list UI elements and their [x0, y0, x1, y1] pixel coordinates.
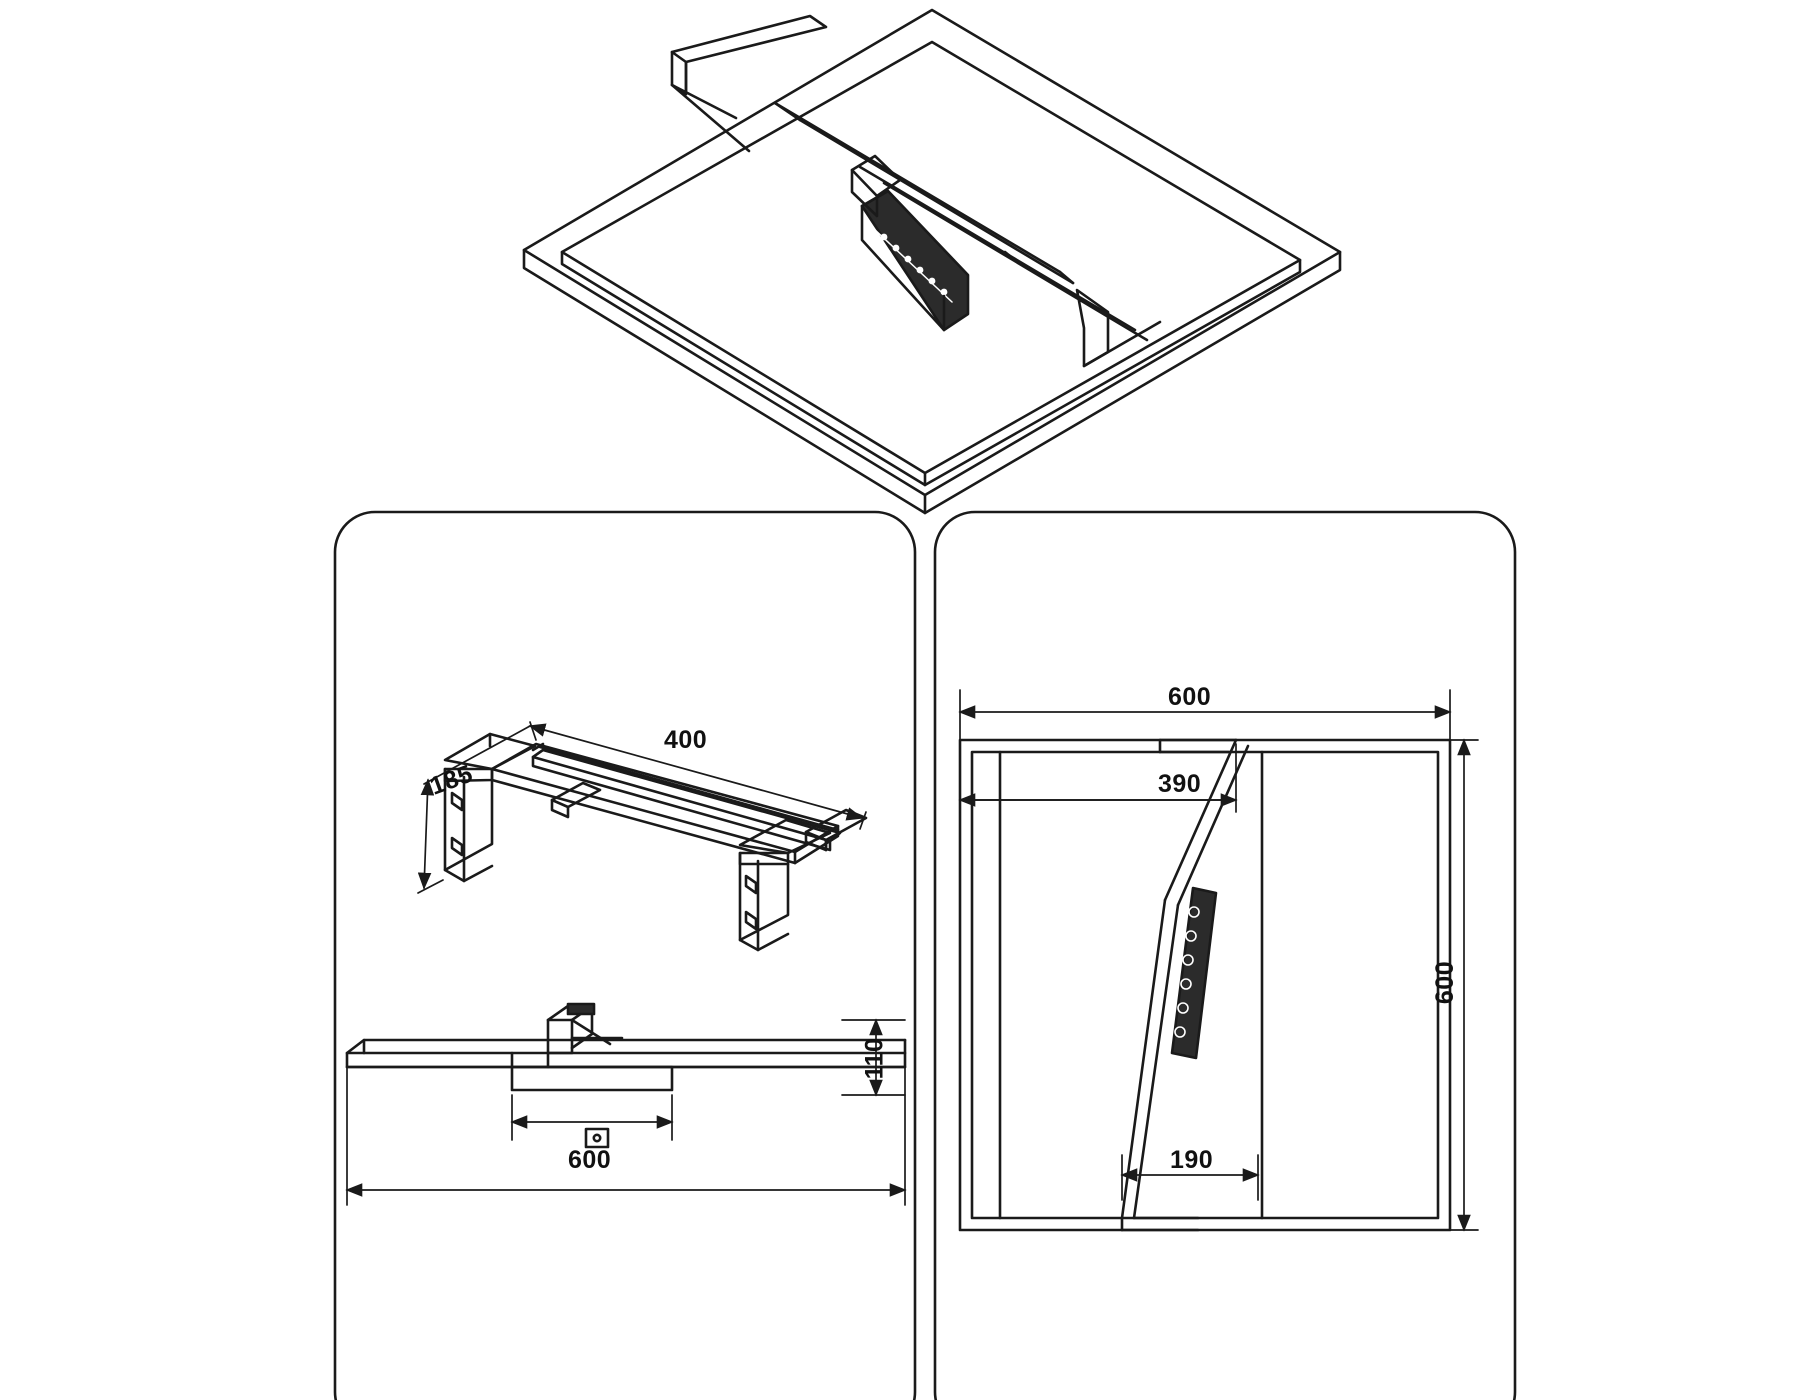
dim-label-390: 390 — [1158, 770, 1202, 798]
side-elevation-view — [347, 1004, 905, 1147]
isometric-luminaire — [524, 10, 1340, 513]
dim-185 — [418, 726, 530, 893]
dim-label-600-right: 600 — [1431, 960, 1460, 1005]
dim-label-190: 190 — [1170, 1146, 1214, 1174]
dim-label-110: 110 — [860, 1037, 889, 1080]
mounting-bracket-iso — [445, 734, 866, 950]
dim-label-600-side: 600 — [568, 1146, 612, 1174]
dim-label-600-top: 600 — [1168, 683, 1212, 711]
left-panel-border — [335, 512, 915, 1400]
right-panel-border — [935, 512, 1515, 1400]
dim-label-400: 400 — [664, 726, 708, 754]
dim-label-185: 185 — [426, 759, 477, 801]
dim-600-side — [347, 1067, 905, 1205]
